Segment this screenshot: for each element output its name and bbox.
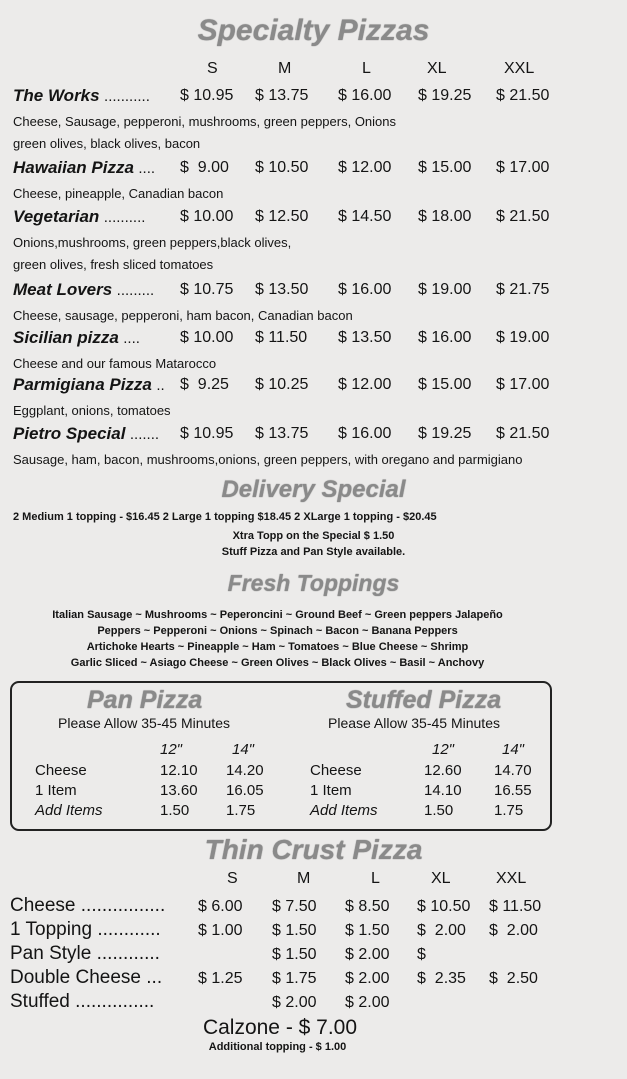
pizza-item [13,328,140,348]
pizza-price: $ 11.50 [255,329,308,346]
thin-row-price: $ 1.00 [198,922,243,939]
pizza-item [13,375,165,395]
size-label: L [371,870,380,887]
pizza-price: $ 10.95 [180,425,234,442]
size-label: M [278,60,292,77]
pan-row-label: 1 Item [35,782,77,799]
pizza-price: $ 21.50 [496,208,550,225]
pizza-description: Cheese, Sausage, pepperoni, mushrooms, green peppers, Onions [13,114,397,129]
pan-row-price: 16.05 [226,782,264,799]
thin-row-label: Stuffed ............... [10,991,155,1012]
pizza-description: green olives, fresh sliced tomatoes [13,257,214,272]
toppings-line: Peppers ~ Pepperoni ~ Onions ~ Spinach ~ Bacon ~ Banana Peppers [97,625,458,637]
pan-row-price: 13.60 [160,782,198,799]
pizza-dots: ......... [116,282,155,299]
pizza-price: $ 21.50 [496,425,550,442]
pizza-price: $ 13.75 [255,425,309,442]
size-label: M [297,870,311,887]
pizza-price: $ 10.50 [255,159,309,176]
thin-row-price: $ 1.75 [272,970,317,987]
pan-row-price: 1.50 [160,802,190,819]
thin-row-price: $ 2.50 [489,970,538,987]
stuffed-row-price: 14.70 [494,762,532,779]
stuffed-row-price: 12.60 [424,762,462,779]
thin-row-label: Pan Style ............ [10,943,160,964]
pizza-dots: .... [138,160,156,177]
pizza-description: Cheese, sausage, pepperoni, ham bacon, Canadian bacon [13,308,353,323]
pan-row-label: Add Items [35,802,103,819]
pizza-dots: ........... [104,88,150,105]
pan-title: Pan Pizza [87,686,203,714]
pizza-price: $ 19.00 [418,281,472,298]
pizza-price: $ 21.75 [496,281,550,298]
size-label: S [227,870,238,887]
pizza-dots: .......... [103,209,146,226]
pan-row-price: 12.10 [160,762,198,779]
stuffed-row-price: 14.10 [424,782,462,799]
stuffed-size: 14" [502,741,525,758]
pizza-price: $ 10.00 [180,329,234,346]
stuffed-note: Please Allow 35-45 Minutes [328,715,500,731]
specialty-title: Specialty Pizzas [197,14,430,47]
pizza-name: Sicilian pizza [13,328,119,347]
thin-row-price: $ 11.50 [489,898,542,915]
thin-row-label: 1 Topping ............ [10,919,161,940]
pizza-price: $ 13.50 [255,281,309,298]
pizza-dots: .... [123,330,140,347]
pizza-name: Parmigiana Pizza [13,375,152,394]
pizza-price: $ 9.00 [180,159,229,176]
pizza-price: $ 19.00 [496,329,550,346]
thin-row-price: $ 8.50 [345,898,390,915]
pizza-price: $ 10.75 [180,281,234,298]
stuffed-row-label: 1 Item [310,782,352,799]
thin-row-price: $ 7.50 [272,898,317,915]
pizza-price: $ 12.00 [338,159,392,176]
pizza-description: green olives, black olives, bacon [13,136,201,151]
pan-size: 14" [232,741,255,758]
pizza-dots: .. [156,377,165,394]
pan-size: 12" [160,741,183,758]
pizza-item [13,424,159,444]
pizza-name: Vegetarian [13,207,100,226]
pizza-price: $ 10.25 [255,376,309,393]
delivery-line-3: Stuff Pizza and Pan Style available. [221,546,406,558]
pizza-price: $ 16.00 [338,87,392,104]
pizza-description: Sausage, ham, bacon, mushrooms,onions, green peppers, with oregano and parmigiano [13,452,523,467]
pan-note: Please Allow 35-45 Minutes [58,715,230,731]
pizza-name: The Works [13,86,100,105]
thin-row-price: $ 1.25 [198,970,243,987]
stuffed-row-label: Cheese [310,762,362,779]
pizza-price: $ 18.00 [418,208,472,225]
delivery-line-2: Xtra Topp on the Special $ 1.50 [232,530,395,542]
pizza-description: Onions,mushrooms, green peppers,black olives, [13,235,292,250]
size-label: XXL [504,60,535,77]
stuffed-row-price: 16.55 [494,782,532,799]
calzone-title: Calzone - $ 7.00 [202,1016,358,1039]
pizza-price: $ 13.50 [338,329,392,346]
pizza-price: $ 10.00 [180,208,234,225]
pizza-name: Pietro Special [13,424,126,443]
pizza-price: $ 12.50 [255,208,309,225]
thin-row-price: $ 2.35 [417,970,466,987]
pizza-price: $ 14.50 [338,208,392,225]
toppings-title: Fresh Toppings [227,570,400,596]
pizza-name: Meat Lovers [13,280,113,299]
pizza-price: $ 16.00 [338,425,392,442]
stuffed-title: Stuffed Pizza [346,686,502,714]
stuffed-size: 12" [432,741,455,758]
pizza-description: Eggplant, onions, tomatoes [13,403,171,418]
pizza-price: $ 17.00 [496,159,550,176]
thin-row-label: Double Cheese ... [10,967,163,988]
delivery-line-1: 2 Medium 1 topping - $16.45 2 Large 1 topping $18.45 2 XLarge 1 topping - $20.45 [13,511,437,523]
pizza-price: $ 17.00 [496,376,550,393]
thin-row-price: $ 6.00 [198,898,243,915]
pizza-price: $ 15.00 [418,376,472,393]
stuffed-row-label: Add Items [310,802,378,819]
calzone-note: Additional topping - $ 1.00 [208,1041,347,1053]
thin-row-label: Cheese ................ [10,895,166,916]
thin-row-price: $ 2.00 [345,994,390,1011]
size-label: XL [427,60,447,77]
pizza-price: $ 16.00 [418,329,472,346]
thin-row-price: $ 2.00 [489,922,538,939]
pizza-name: Hawaiian Pizza [13,158,134,177]
pizza-description: Cheese, pineapple, Canadian bacon [13,186,224,201]
pizza-dots: ....... [129,426,160,443]
pizza-price: $ 19.25 [418,87,472,104]
size-label: S [207,60,218,77]
size-label: XXL [496,870,527,887]
thin-row-price: $ 10.50 [417,898,471,915]
pizza-price: $ 19.25 [418,425,472,442]
pizza-description: Cheese and our famous Matarocco [13,356,217,371]
thin-row-price: $ 2.00 [345,946,390,963]
thin-row-price: $ 1.50 [272,922,317,939]
pizza-item [13,86,150,106]
toppings-line: Garlic Sliced ~ Asiago Cheese ~ Green Olives ~ Black Olives ~ Basil ~ Anchovy [70,657,485,669]
size-label: L [362,60,371,77]
pizza-item [13,158,155,178]
thin-row-price: $ 2.00 [272,994,317,1011]
thin-row-price: $ 1.50 [345,922,390,939]
size-label: XL [431,870,451,887]
thin-title: Thin Crust Pizza [204,834,423,865]
pizza-price: $ 9.25 [180,376,229,393]
delivery-title: Delivery Special [221,476,406,503]
thin-row-price: $ [417,946,426,963]
pan-row-label: Cheese [35,762,87,779]
thin-row-price: $ 1.50 [272,946,317,963]
pizza-price: $ 10.95 [180,87,234,104]
pizza-price: $ 12.00 [338,376,392,393]
thin-row-price: $ 2.00 [417,922,466,939]
pizza-price: $ 21.50 [496,87,550,104]
pizza-item [13,207,145,227]
pan-row-price: 1.75 [226,802,256,819]
toppings-line: Italian Sausage ~ Mushrooms ~ Peperoncini ~ Ground Beef ~ Green peppers Jalapeño [52,609,503,621]
thin-row-price: $ 2.00 [345,970,390,987]
pan-row-price: 14.20 [226,762,264,779]
toppings-line: Artichoke Hearts ~ Pineapple ~ Ham ~ Tomatoes ~ Blue Cheese ~ Shrimp [86,641,469,653]
pizza-price: $ 15.00 [418,159,472,176]
pizza-item [13,280,154,300]
stuffed-row-price: 1.75 [494,802,524,819]
pizza-price: $ 13.75 [255,87,309,104]
stuffed-row-price: 1.50 [424,802,454,819]
pizza-price: $ 16.00 [338,281,392,298]
